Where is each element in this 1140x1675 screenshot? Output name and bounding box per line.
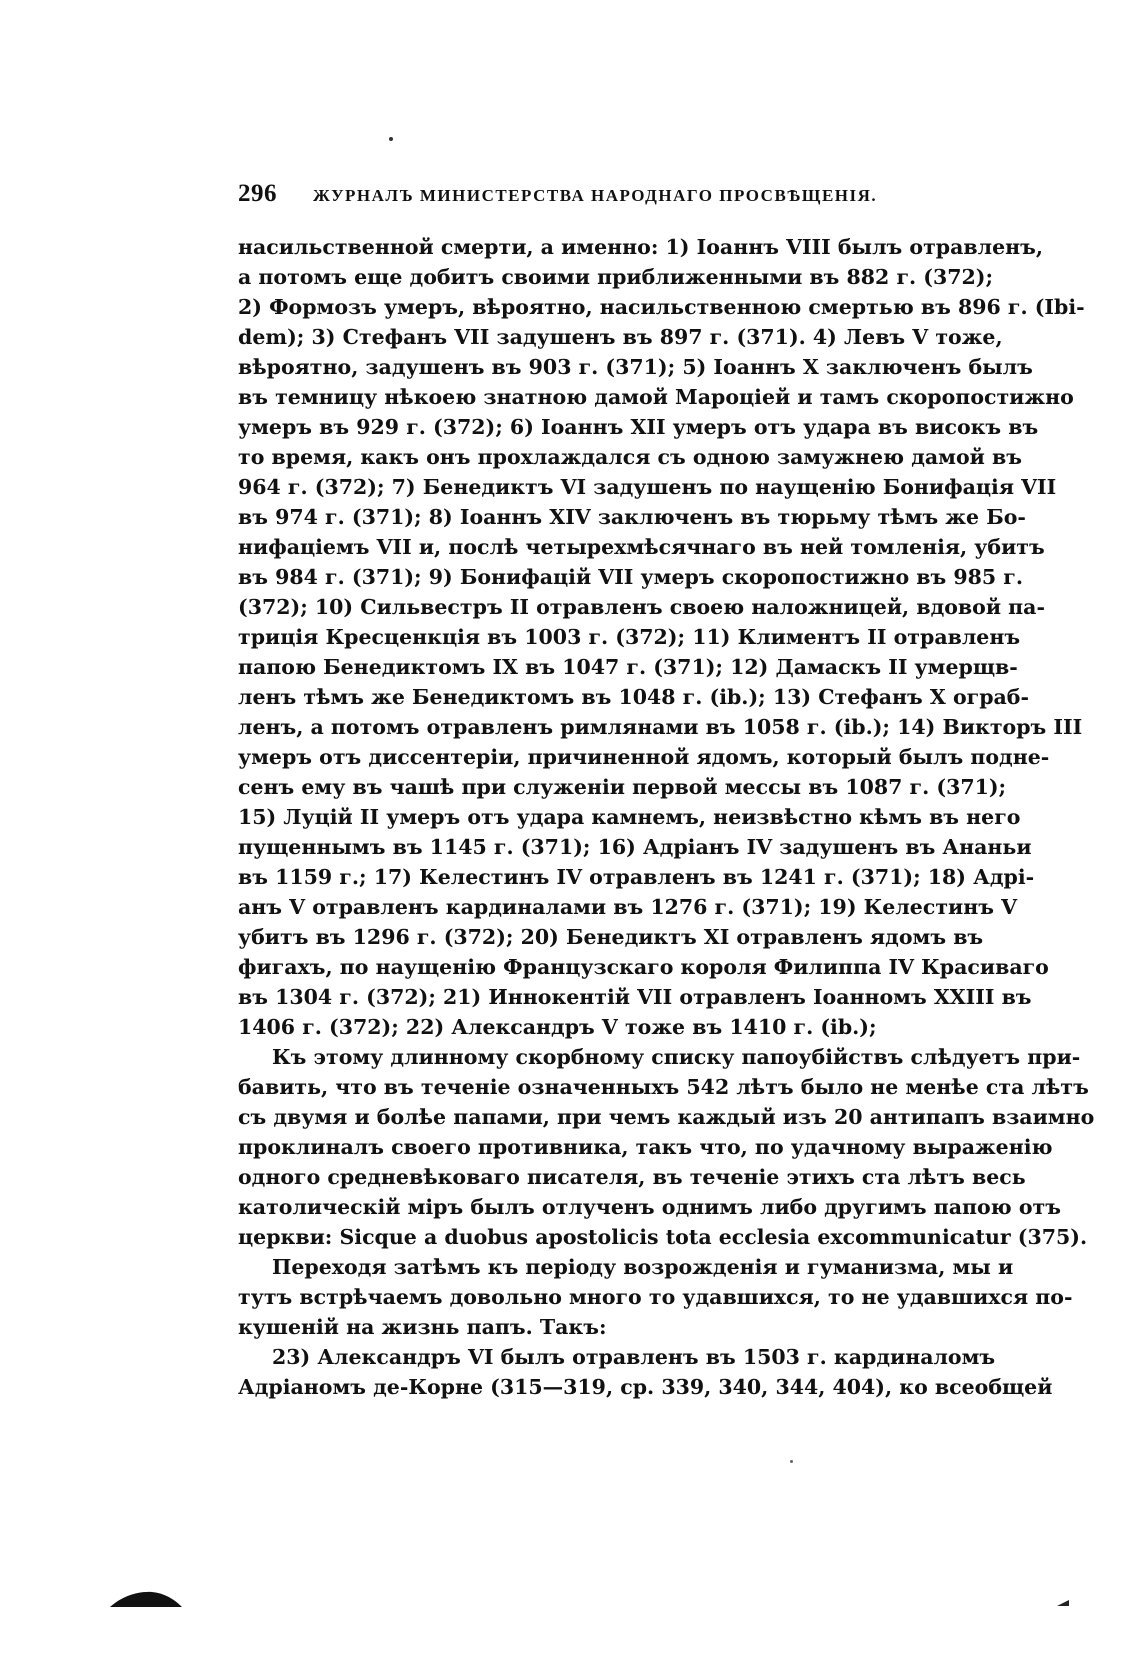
text-line: папою Бенедиктомъ IX въ 1047 г. (371); 12) Дамаскъ II умерщв- [238,655,1018,679]
page-number: 296 [238,180,277,207]
text-line: анъ V отравленъ кардиналами въ 1276 г. (371); 19) Келестинъ V [238,895,1017,919]
text-line: (372); 10) Сильвестръ II отравленъ своею наложницей, вдовой па- [238,595,1045,619]
text-line: фигахъ, по наущенію Французскаго короля Филиппа IV Красиваго [238,955,1049,979]
text-line: 2) Формозъ умеръ, вѣроятно, насильственною смертью въ 896 г. (Ibi- [238,295,1085,319]
text-line: въ 984 г. (371); 9) Бонифацій VII умеръ скоропостижно въ 985 г. [238,565,1023,589]
text-line: тутъ встрѣчаемъ довольно много то удавшихся, то не удавшихся по- [238,1285,1073,1309]
text-line: въ 1304 г. (372); 21) Иннокентій VII отравленъ Іоанномъ XXIII въ [238,985,1032,1009]
text-line: церкви: Sicque a duobus apostolicis tota ecclesia excommunicatur (375). [238,1225,1088,1249]
text-line: умеръ въ 929 г. (372); 6) Іоаннъ XII умеръ отъ удара въ високъ въ [238,415,1039,439]
text-line: въ 974 г. (371); 8) Іоаннъ XIV заключенъ въ тюрьму тѣмъ же Бо- [238,505,1026,529]
text-line: нифаціемъ VII и, послѣ четырехмѣсячнаго въ ней томленія, убитъ [238,535,1045,559]
journal-title: ЖУРНАЛЪ МИНИСТЕРСТВА НАРОДНАГО ПРОСВѢЩЕНІЯ. [313,186,878,205]
text-line: ленъ, а потомъ отравленъ римлянами въ 1058 г. (ib.); 14) Викторъ III [238,715,1083,739]
text-line: насильственной смерти, а именно: 1) Іоаннъ VIII былъ отравленъ, [238,235,1044,259]
text-line: триція Кресценкція въ 1003 г. (372); 11) Климентъ II отравленъ [238,625,1021,649]
text-line: съ двумя и болѣе папами, при чемъ каждый изъ 20 антипапъ взаимно [238,1105,1095,1129]
running-head [238,180,978,214]
text-line: католическій міръ былъ отлученъ однимъ либо другимъ папою отъ [238,1195,1061,1219]
text-line: проклиналъ своего противника, такъ что, по удачному выраженію [238,1135,1053,1159]
text-line: 1406 г. (372); 22) Александръ V тоже въ 1410 г. (ib.); [238,1015,877,1039]
text-line: dem); 3) Стефанъ VII задушенъ въ 897 г. (371). 4) Левъ V тоже, [238,325,1003,349]
text-line: умеръ отъ диссентеріи, причиненной ядомъ, который былъ подне- [238,745,1050,769]
text-line: пущеннымъ въ 1145 г. (371); 16) Адріанъ IV задушенъ въ Ананьи [238,835,1032,859]
text-line: а потомъ еще добитъ своими приближенными въ 882 г. (372); [238,265,994,289]
text-line: одного средневѣковаго писателя, въ теченіе этихъ ста лѣтъ весь [238,1165,1026,1189]
text-line: 964 г. (372); 7) Бенедиктъ VI задушенъ по наущенію Бонифація VII [238,475,1057,499]
text-line: сенъ ему въ чашѣ при служеніи первой мессы въ 1087 г. (371); [238,775,1007,799]
text-line: убитъ въ 1296 г. (372); 20) Бенедиктъ XI отравленъ ядомъ въ [238,925,984,949]
text-line: вѣроятно, задушенъ въ 903 г. (371); 5) Іоаннъ X заключенъ былъ [238,355,1033,379]
text-line: то время, какъ онъ прохлаждался съ одною замужнею дамой въ [238,445,1022,469]
text-line: въ 1159 г.; 17) Келестинъ IV отравленъ въ 1241 г. (371); 18) Адрі- [238,865,1035,889]
paragraph-first-line: 23) Александръ VI былъ отравленъ въ 1503 г. кардиналомъ [272,1345,996,1369]
ink-speck [790,1460,793,1463]
ink-speck [389,137,393,141]
text-line: бавить, что въ теченіе означенныхъ 542 лѣтъ было не менѣе ста лѣтъ [238,1075,1089,1099]
text-line: Адріаномъ де-Корне (315—319, ср. 339, 340, 344, 404), ко всеобщей [238,1375,1053,1399]
text-line: въ темницу нѣкоею знатною дамой Мароціей и тамъ скоропостижно [238,385,1074,409]
text-line: кушеній на жизнь папъ. Такъ: [238,1315,607,1339]
ink-mark [1057,1599,1069,1607]
body-text [238,232,1095,1402]
text-line: ленъ тѣмъ же Бенедиктомъ въ 1048 г. (ib.); 13) Стефанъ X ограб- [238,685,1029,709]
text-line: 15) Луцій II умеръ отъ удара камнемъ, неизвѣстно кѣмъ въ него [238,805,1021,829]
paragraph-first-line: Переходя затѣмъ къ періоду возрожденія и гуманизма, мы и [272,1255,1014,1279]
ink-blot [108,1590,184,1608]
paragraph-first-line: Къ этому длинному скорбному списку папоубійствъ слѣдуетъ при- [272,1045,1081,1069]
